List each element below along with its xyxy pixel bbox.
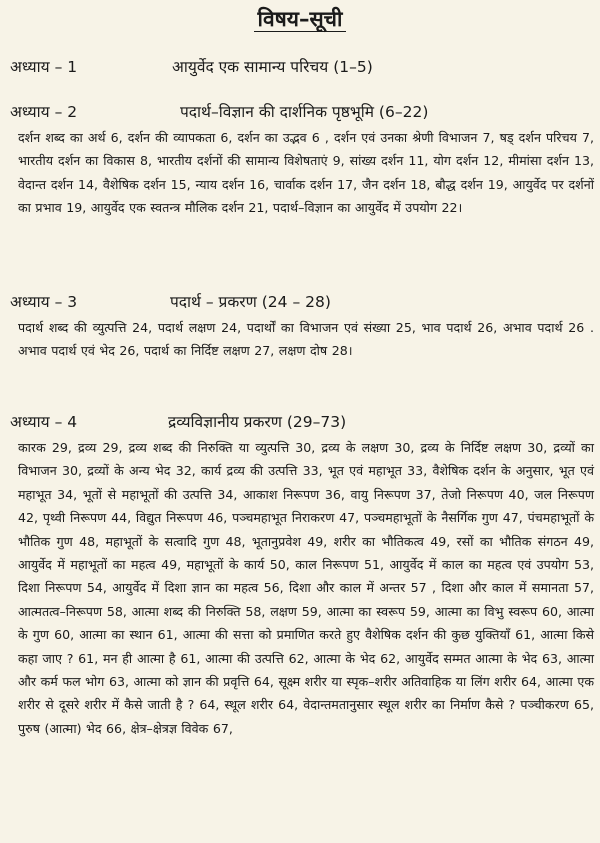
chapter-1-heading: [10, 54, 594, 80]
chapter-3-title: पदार्थ – प्रकरण (24 – 28): [170, 293, 331, 311]
chapter-3-heading: [10, 289, 594, 315]
page-title: [0, 6, 600, 32]
chapter-1-label: अध्याय – 1: [10, 58, 78, 76]
chapter-2-heading: [10, 99, 594, 125]
chapter-4: [10, 409, 594, 740]
chapter-3-label: अध्याय – 3: [10, 293, 78, 311]
chapter-2-contents: दर्शन शब्द का अर्थ 6, दर्शन की व्यापकता 6, दर्शन का उद्भव 6 , दर्शन एवं उनका श्रेणी विभाजन 7, षड् दर्शन परिचय 7, भारतीय दर्शन का विकास 8, भारतीय दर्शनों की सामान्य विशेषताएं 9, सांख्य दर्शन 11, योग दर्शन 12, मीमांसा दर्शन 13, वेदान्त दर्शन 14, वैशेषिक दर्शन 15, न्याय दर्शन 16, चार्वाक दर्शन 17, जैन दर्शन 18, बौद्ध दर्शन 19, आयुर्वेद पर दर्शनों का प्रभाव 19, आयुर्वेद एक स्वतन्त्र मौलिक दर्शन 21, पदार्थ–विज्ञान का आयुर्वेद में उपयोग 22।: [18, 130, 594, 216]
chapter-2-title: पदार्थ–विज्ञान की दार्शनिक पृष्ठभूमि (6–22): [180, 103, 429, 121]
chapter-4-contents: कारक 29, द्रव्य 29, द्रव्य शब्द की निरुक्ति या व्युत्पत्ति 30, द्रव्य के लक्षण 30, द्रव्य के निर्दिष्ट लक्षण 30, द्रव्यों का विभाजन 30, द्रव्यों के अन्य भेद 32, कार्य द्रव्य की उत्पत्ति 33, भूत एवं महाभूत 33, वैशेषिक दर्शन के अनुसार, भूत एवं महाभूत 34, भूतों से महाभूतों की उत्पत्ति 34, आकाश निरूपण 36, वायु निरूपण 37, तेजो निरूपण 40, जल निरूपण 42, पृथ्वी निरूपण 44, विद्युत निरूपण 46, पञ्चमहाभूत निराकरण 47, पञ्चमहाभूतों के नैसर्गिक गुण 47, पंचमहाभूतों के भौतिक गुण 48, महाभूतों के सत्वादि गुण 48, भूतानुप्रवेश 49, शरीर का भौतिकत्व 49, रसों का भौतिक संगठन 49, आयुर्वेद में महाभूतों का महत्व 49, महाभूतों के कार्य 50, काल निरूपण 51, आयुर्वेद में काल का महत्व एवं उपयोग 53, दिशा निरूपण 54, आयुर्वेद में दिशा ज्ञान का महत्व 56, दिशा और काल में अन्तर 57 , दिशा और काल में समानता 57, आत्मतत्व–निरूपण 58, आत्मा शब्द की निरुक्ति 58, लक्षण 59, आत्मा का स्वरूप 59, आत्मा का विभु स्वरूप 60, आत्मा के गुण 60, आत्मा का स्थान 61, आत्मा की सत्ता को प्रमाणित करते हुए वैशेषिक दर्शन की कुछ युक्तियाँ 61, आत्मा किसे कहा जाए ? 61, मन ही आत्मा है 61, आत्मा की उत्पत्ति 62, आत्मा के भेद 62, आयुर्वेद सम्मत आत्मा के भेद 63, आत्मा और कर्म फल भोग 63, आत्मा को ज्ञान की प्रवृत्ति 64, सूक्ष्म शरीर या स्पृक–शरीर अतिवाहिक या लिंग शरीर 64, आत्मा एक शरीर से दूसरे शरीर में कैसे जाती है ? 64, स्थूल शरीर 64, वेदान्तमतानुसार स्थूल शरीर का निर्माण कैसे ? पञ्चीकरण 65, पुरुष (आत्मा) भेद 66, क्षेत्र–क्षेत्रज्ञ विवेक 67,: [18, 440, 594, 736]
chapter-4-title: द्रव्यविज्ञानीय प्रकरण (29–73): [168, 413, 347, 431]
page-title-text: विषय–सूची: [254, 7, 347, 32]
chapter-4-label: अध्याय – 4: [10, 413, 78, 431]
chapter-2: [10, 99, 594, 220]
chapter-2-label: अध्याय – 2: [10, 103, 78, 121]
chapter-4-heading: [10, 409, 594, 435]
chapter-1-title: आयुर्वेद एक सामान्य परिचय (1–5): [172, 58, 373, 76]
chapter-3-contents: पदार्थ शब्द की व्युत्पत्ति 24, पदार्थ लक्षण 24, पदार्थों का विभाजन एवं संख्या 25, भाव पदार्थ 26, अभाव पदार्थ 26 . अभाव पदार्थ एवं भेद 26, पदार्थ का निर्दिष्ट लक्षण 27, लक्षण दोष 28।: [18, 320, 594, 359]
chapter-1: [10, 54, 594, 80]
chapter-3: [10, 289, 594, 363]
